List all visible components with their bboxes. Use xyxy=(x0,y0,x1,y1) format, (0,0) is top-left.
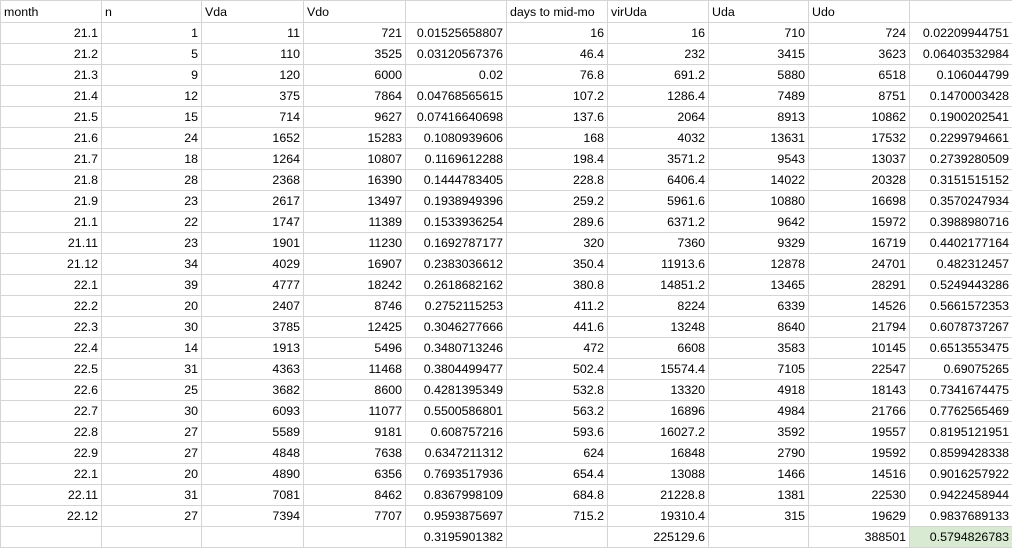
table-row xyxy=(1,44,1012,65)
cell-udo[interactable]: 16719 xyxy=(809,233,910,254)
cell-month[interactable]: 22.11 xyxy=(1,485,102,506)
cell-n[interactable]: 20 xyxy=(102,464,202,485)
selected-cell[interactable]: 0.5794826783 xyxy=(910,527,1012,548)
cell-n[interactable]: 31 xyxy=(102,359,202,380)
cell-vdo[interactable]: 16390 xyxy=(304,170,406,191)
cell-ratio-1[interactable]: 0.1169612288 xyxy=(406,149,507,170)
cell-n[interactable]: 20 xyxy=(102,296,202,317)
cell-uda[interactable]: 315 xyxy=(709,506,809,527)
cell-vda[interactable]: 110 xyxy=(202,44,304,65)
cell-month[interactable]: 21.7 xyxy=(1,149,102,170)
cell-n[interactable]: 23 xyxy=(102,191,202,212)
cell-vdo[interactable]: 13497 xyxy=(304,191,406,212)
cell-n[interactable]: 27 xyxy=(102,506,202,527)
cell-vdo[interactable]: 5496 xyxy=(304,338,406,359)
cell-udo[interactable]: 16698 xyxy=(809,191,910,212)
cell-uda[interactable]: 4984 xyxy=(709,401,809,422)
cell-udo[interactable]: 15972 xyxy=(809,212,910,233)
cell-month[interactable]: 21.11 xyxy=(1,233,102,254)
cell-udo[interactable]: 14516 xyxy=(809,464,910,485)
cell-month[interactable]: 22.12 xyxy=(1,506,102,527)
cell-vda[interactable]: 1913 xyxy=(202,338,304,359)
cell-viruda[interactable]: 16 xyxy=(608,23,709,44)
cell-n[interactable]: 22 xyxy=(102,212,202,233)
cell-vda[interactable] xyxy=(202,527,304,548)
cell-ratio-1[interactable]: 0.3195901382 xyxy=(406,527,507,548)
table-row xyxy=(1,380,1012,401)
cell-vda[interactable]: 1652 xyxy=(202,128,304,149)
cell-udo[interactable]: 14526 xyxy=(809,296,910,317)
cell-ratio-2[interactable]: 0.6078737267 xyxy=(910,317,1012,338)
table-row xyxy=(1,275,1012,296)
cell-ratio-2[interactable]: 0.6513553475 xyxy=(910,338,1012,359)
cell-uda[interactable]: 10880 xyxy=(709,191,809,212)
cell-uda[interactable]: 9642 xyxy=(709,212,809,233)
cell-month[interactable]: 21.8 xyxy=(1,170,102,191)
cell-ratio-2[interactable]: 0.1900202541 xyxy=(910,107,1012,128)
table-row xyxy=(1,86,1012,107)
cell-uda[interactable]: 2790 xyxy=(709,443,809,464)
cell-ratio-1[interactable]: 0.4281395349 xyxy=(406,380,507,401)
cell-viruda[interactable]: 13248 xyxy=(608,317,709,338)
cell-uda[interactable]: 13631 xyxy=(709,128,809,149)
cell-n[interactable]: 24 xyxy=(102,128,202,149)
cell-viruda[interactable]: 4032 xyxy=(608,128,709,149)
cell-udo[interactable]: 6518 xyxy=(809,65,910,86)
cell-month[interactable]: 21.6 xyxy=(1,128,102,149)
cell-n[interactable]: 34 xyxy=(102,254,202,275)
cell-uda[interactable]: 13465 xyxy=(709,275,809,296)
cell-udo[interactable]: 724 xyxy=(809,23,910,44)
cell-days-to-mid-mo[interactable]: 259.2 xyxy=(507,191,608,212)
cell-vdo[interactable]: 6356 xyxy=(304,464,406,485)
cell-ratio-2[interactable]: 0.1470003428 xyxy=(910,86,1012,107)
cell-vda[interactable]: 5589 xyxy=(202,422,304,443)
cell-days-to-mid-mo[interactable]: 684.8 xyxy=(507,485,608,506)
cell-uda[interactable]: 12878 xyxy=(709,254,809,275)
cell-vda[interactable]: 375 xyxy=(202,86,304,107)
cell-udo[interactable]: 22547 xyxy=(809,359,910,380)
column-header-days-to-mid-mo[interactable]: days to mid-mo xyxy=(507,1,608,23)
table-row xyxy=(1,65,1012,86)
cell-udo[interactable]: 10862 xyxy=(809,107,910,128)
cell-ratio-2[interactable]: 0.482312457 xyxy=(910,254,1012,275)
cell-uda[interactable]: 4918 xyxy=(709,380,809,401)
cell-days-to-mid-mo[interactable]: 472 xyxy=(507,338,608,359)
cell-vdo[interactable]: 18242 xyxy=(304,275,406,296)
cell-days-to-mid-mo[interactable]: 380.8 xyxy=(507,275,608,296)
cell-days-to-mid-mo[interactable]: 593.6 xyxy=(507,422,608,443)
cell-n[interactable]: 27 xyxy=(102,443,202,464)
cell-days-to-mid-mo[interactable]: 411.2 xyxy=(507,296,608,317)
cell-viruda[interactable]: 15574.4 xyxy=(608,359,709,380)
table-row xyxy=(1,506,1012,527)
cell-month[interactable]: 22.6 xyxy=(1,380,102,401)
cell-days-to-mid-mo[interactable]: 198.4 xyxy=(507,149,608,170)
cell-uda[interactable]: 9543 xyxy=(709,149,809,170)
cell-ratio-1[interactable]: 0.1444783405 xyxy=(406,170,507,191)
cell-ratio-1[interactable]: 0.02 xyxy=(406,65,507,86)
cell-viruda[interactable]: 6608 xyxy=(608,338,709,359)
column-header-ratio-1[interactable] xyxy=(406,1,507,23)
sheet-body xyxy=(1,1,1012,548)
cell-vdo[interactable]: 12425 xyxy=(304,317,406,338)
cell-viruda[interactable]: 16896 xyxy=(608,401,709,422)
cell-udo[interactable]: 21794 xyxy=(809,317,910,338)
table-row xyxy=(1,317,1012,338)
table-row xyxy=(1,359,1012,380)
cell-ratio-1[interactable]: 0.04768565615 xyxy=(406,86,507,107)
cell-days-to-mid-mo[interactable]: 107.2 xyxy=(507,86,608,107)
cell-ratio-1[interactable]: 0.2383036612 xyxy=(406,254,507,275)
cell-month[interactable]: 21.1 xyxy=(1,23,102,44)
cell-ratio-2[interactable]: 0.5661572353 xyxy=(910,296,1012,317)
cell-vda[interactable]: 4363 xyxy=(202,359,304,380)
cell-n[interactable]: 25 xyxy=(102,380,202,401)
cell-month[interactable]: 21.9 xyxy=(1,191,102,212)
column-header-viruda[interactable]: virUda xyxy=(608,1,709,23)
cell-ratio-2[interactable]: 0.5249443286 xyxy=(910,275,1012,296)
cell-ratio-2[interactable]: 0.8599428338 xyxy=(910,443,1012,464)
cell-ratio-2[interactable]: 0.3151515152 xyxy=(910,170,1012,191)
cell-n[interactable]: 15 xyxy=(102,107,202,128)
cell-viruda[interactable]: 6406.4 xyxy=(608,170,709,191)
cell-vdo[interactable]: 10807 xyxy=(304,149,406,170)
cell-ratio-2[interactable]: 0.8195121951 xyxy=(910,422,1012,443)
cell-month[interactable]: 22.1 xyxy=(1,464,102,485)
cell-vdo[interactable]: 7864 xyxy=(304,86,406,107)
cell-ratio-1[interactable]: 0.01525658807 xyxy=(406,23,507,44)
cell-udo[interactable]: 3623 xyxy=(809,44,910,65)
column-header-udo[interactable]: Udo xyxy=(809,1,910,23)
cell-days-to-mid-mo[interactable]: 715.2 xyxy=(507,506,608,527)
cell-ratio-1[interactable]: 0.03120567376 xyxy=(406,44,507,65)
column-header-vdo[interactable]: Vdo xyxy=(304,1,406,23)
cell-month[interactable]: 22.2 xyxy=(1,296,102,317)
cell-uda[interactable]: 3583 xyxy=(709,338,809,359)
cell-month[interactable]: 22.3 xyxy=(1,317,102,338)
cell-days-to-mid-mo[interactable]: 320 xyxy=(507,233,608,254)
cell-vdo[interactable]: 7638 xyxy=(304,443,406,464)
cell-vdo[interactable]: 9627 xyxy=(304,107,406,128)
column-header-n[interactable]: n xyxy=(102,1,202,23)
cell-uda[interactable]: 14022 xyxy=(709,170,809,191)
cell-udo[interactable]: 21766 xyxy=(809,401,910,422)
cell-days-to-mid-mo[interactable]: 563.2 xyxy=(507,401,608,422)
cell-vda[interactable]: 4848 xyxy=(202,443,304,464)
cell-vda[interactable]: 7081 xyxy=(202,485,304,506)
cell-udo[interactable]: 19592 xyxy=(809,443,910,464)
cell-vda[interactable]: 6093 xyxy=(202,401,304,422)
cell-vdo[interactable]: 8746 xyxy=(304,296,406,317)
table-row xyxy=(1,464,1012,485)
cell-uda[interactable]: 7489 xyxy=(709,86,809,107)
cell-uda[interactable] xyxy=(709,527,809,548)
cell-ratio-2[interactable]: 0.106044799 xyxy=(910,65,1012,86)
cell-n[interactable]: 30 xyxy=(102,317,202,338)
cell-uda[interactable]: 710 xyxy=(709,23,809,44)
cell-vdo[interactable]: 721 xyxy=(304,23,406,44)
cell-viruda[interactable]: 691.2 xyxy=(608,65,709,86)
cell-ratio-1[interactable]: 0.3804499477 xyxy=(406,359,507,380)
cell-vdo[interactable]: 8600 xyxy=(304,380,406,401)
cell-vdo[interactable]: 9181 xyxy=(304,422,406,443)
table-row xyxy=(1,233,1012,254)
cell-ratio-2[interactable]: 0.3570247934 xyxy=(910,191,1012,212)
cell-ratio-1[interactable]: 0.608757216 xyxy=(406,422,507,443)
cell-month[interactable]: 22.8 xyxy=(1,422,102,443)
cell-n[interactable]: 27 xyxy=(102,422,202,443)
cell-viruda[interactable]: 225129.6 xyxy=(608,527,709,548)
cell-uda[interactable]: 3592 xyxy=(709,422,809,443)
cell-udo[interactable]: 17532 xyxy=(809,128,910,149)
cell-vda[interactable]: 3682 xyxy=(202,380,304,401)
cell-vdo[interactable]: 3525 xyxy=(304,44,406,65)
cell-udo[interactable]: 13037 xyxy=(809,149,910,170)
table-row xyxy=(1,485,1012,506)
cell-days-to-mid-mo[interactable]: 168 xyxy=(507,128,608,149)
column-header-vda[interactable]: Vda xyxy=(202,1,304,23)
table-row xyxy=(1,338,1012,359)
cell-ratio-1[interactable]: 0.1938949396 xyxy=(406,191,507,212)
cell-udo[interactable]: 19629 xyxy=(809,506,910,527)
cell-udo[interactable]: 22530 xyxy=(809,485,910,506)
table-row xyxy=(1,23,1012,44)
cell-month[interactable] xyxy=(1,527,102,548)
cell-udo[interactable]: 28291 xyxy=(809,275,910,296)
table-row xyxy=(1,170,1012,191)
cell-days-to-mid-mo[interactable]: 228.8 xyxy=(507,170,608,191)
cell-month[interactable]: 22.9 xyxy=(1,443,102,464)
column-header-ratio-2[interactable] xyxy=(910,1,1012,23)
cell-ratio-1[interactable]: 0.9593875697 xyxy=(406,506,507,527)
cell-days-to-mid-mo[interactable]: 137.6 xyxy=(507,107,608,128)
cell-vdo[interactable]: 16907 xyxy=(304,254,406,275)
cell-ratio-1[interactable]: 0.3480713246 xyxy=(406,338,507,359)
table-row xyxy=(1,296,1012,317)
cell-viruda[interactable]: 6371.2 xyxy=(608,212,709,233)
cell-days-to-mid-mo[interactable]: 76.8 xyxy=(507,65,608,86)
cell-viruda[interactable]: 16848 xyxy=(608,443,709,464)
cell-days-to-mid-mo[interactable]: 532.8 xyxy=(507,380,608,401)
cell-n[interactable]: 1 xyxy=(102,23,202,44)
cell-viruda[interactable]: 19310.4 xyxy=(608,506,709,527)
cell-vda[interactable]: 2407 xyxy=(202,296,304,317)
cell-udo[interactable]: 19557 xyxy=(809,422,910,443)
cell-ratio-1[interactable]: 0.1080939606 xyxy=(406,128,507,149)
cell-ratio-1[interactable]: 0.5500586801 xyxy=(406,401,507,422)
table-row xyxy=(1,191,1012,212)
cell-ratio-2[interactable]: 0.69075265 xyxy=(910,359,1012,380)
cell-uda[interactable]: 9329 xyxy=(709,233,809,254)
cell-ratio-1[interactable]: 0.2618682162 xyxy=(406,275,507,296)
cell-udo[interactable]: 10145 xyxy=(809,338,910,359)
cell-month[interactable]: 21.4 xyxy=(1,86,102,107)
cell-ratio-2[interactable]: 0.7762565469 xyxy=(910,401,1012,422)
cell-days-to-mid-mo[interactable]: 16 xyxy=(507,23,608,44)
cell-vdo[interactable]: 15283 xyxy=(304,128,406,149)
cell-days-to-mid-mo[interactable]: 289.6 xyxy=(507,212,608,233)
cell-vda[interactable]: 2368 xyxy=(202,170,304,191)
cell-udo[interactable]: 18143 xyxy=(809,380,910,401)
cell-vda[interactable]: 4029 xyxy=(202,254,304,275)
cell-month[interactable]: 22.1 xyxy=(1,275,102,296)
table-row xyxy=(1,254,1012,275)
cell-vdo[interactable]: 7707 xyxy=(304,506,406,527)
cell-ratio-1[interactable]: 0.2752115253 xyxy=(406,296,507,317)
cell-ratio-2[interactable]: 0.9837689133 xyxy=(910,506,1012,527)
cell-viruda[interactable]: 13320 xyxy=(608,380,709,401)
cell-vda[interactable]: 1747 xyxy=(202,212,304,233)
cell-month[interactable]: 21.2 xyxy=(1,44,102,65)
cell-viruda[interactable]: 11913.6 xyxy=(608,254,709,275)
cell-ratio-2[interactable]: 0.2739280509 xyxy=(910,149,1012,170)
cell-n[interactable]: 5 xyxy=(102,44,202,65)
header-row xyxy=(1,1,1012,23)
cell-days-to-mid-mo[interactable]: 502.4 xyxy=(507,359,608,380)
table-row xyxy=(1,401,1012,422)
totals-row xyxy=(1,527,1012,548)
cell-vda[interactable]: 4890 xyxy=(202,464,304,485)
cell-uda[interactable]: 6339 xyxy=(709,296,809,317)
table-row xyxy=(1,443,1012,464)
cell-vda[interactable]: 4777 xyxy=(202,275,304,296)
cell-vda[interactable]: 120 xyxy=(202,65,304,86)
cell-ratio-2[interactable]: 0.2299794661 xyxy=(910,128,1012,149)
cell-vdo[interactable]: 11389 xyxy=(304,212,406,233)
cell-month[interactable]: 21.12 xyxy=(1,254,102,275)
cell-uda[interactable]: 3415 xyxy=(709,44,809,65)
table-row xyxy=(1,107,1012,128)
cell-ratio-1[interactable]: 0.1692787177 xyxy=(406,233,507,254)
column-header-month[interactable]: month xyxy=(1,1,102,23)
cell-viruda[interactable]: 21228.8 xyxy=(608,485,709,506)
cell-viruda[interactable]: 13088 xyxy=(608,464,709,485)
cell-month[interactable]: 22.7 xyxy=(1,401,102,422)
cell-ratio-1[interactable]: 0.1533936254 xyxy=(406,212,507,233)
cell-n[interactable]: 14 xyxy=(102,338,202,359)
cell-vda[interactable]: 1264 xyxy=(202,149,304,170)
cell-uda[interactable]: 1466 xyxy=(709,464,809,485)
cell-vda[interactable]: 2617 xyxy=(202,191,304,212)
cell-n[interactable] xyxy=(102,527,202,548)
cell-vdo[interactable] xyxy=(304,527,406,548)
cell-month[interactable]: 22.4 xyxy=(1,338,102,359)
cell-days-to-mid-mo[interactable]: 654.4 xyxy=(507,464,608,485)
cell-viruda[interactable]: 1286.4 xyxy=(608,86,709,107)
cell-vdo[interactable]: 6000 xyxy=(304,65,406,86)
cell-ratio-1[interactable]: 0.6347211312 xyxy=(406,443,507,464)
cell-ratio-2[interactable]: 0.06403532984 xyxy=(910,44,1012,65)
cell-vda[interactable]: 11 xyxy=(202,23,304,44)
cell-udo[interactable]: 24701 xyxy=(809,254,910,275)
cell-month[interactable]: 22.5 xyxy=(1,359,102,380)
cell-udo[interactable]: 388501 xyxy=(809,527,910,548)
cell-days-to-mid-mo[interactable] xyxy=(507,527,608,548)
table-row xyxy=(1,149,1012,170)
cell-viruda[interactable]: 3571.2 xyxy=(608,149,709,170)
cell-n[interactable]: 12 xyxy=(102,86,202,107)
table-row xyxy=(1,212,1012,233)
cell-days-to-mid-mo[interactable]: 441.6 xyxy=(507,317,608,338)
cell-month[interactable]: 21.5 xyxy=(1,107,102,128)
cell-uda[interactable]: 1381 xyxy=(709,485,809,506)
cell-vdo[interactable]: 11230 xyxy=(304,233,406,254)
cell-ratio-1[interactable]: 0.3046277666 xyxy=(406,317,507,338)
cell-ratio-2[interactable]: 0.9016257922 xyxy=(910,464,1012,485)
cell-n[interactable]: 9 xyxy=(102,65,202,86)
cell-vda[interactable]: 1901 xyxy=(202,233,304,254)
cell-uda[interactable]: 8640 xyxy=(709,317,809,338)
cell-days-to-mid-mo[interactable]: 350.4 xyxy=(507,254,608,275)
cell-viruda[interactable]: 14851.2 xyxy=(608,275,709,296)
cell-ratio-1[interactable]: 0.8367998109 xyxy=(406,485,507,506)
cell-vda[interactable]: 3785 xyxy=(202,317,304,338)
cell-vdo[interactable]: 11468 xyxy=(304,359,406,380)
cell-ratio-2[interactable]: 0.4402177164 xyxy=(910,233,1012,254)
cell-n[interactable]: 39 xyxy=(102,275,202,296)
cell-vdo[interactable]: 8462 xyxy=(304,485,406,506)
cell-ratio-2[interactable]: 0.7341674475 xyxy=(910,380,1012,401)
cell-viruda[interactable]: 5961.6 xyxy=(608,191,709,212)
cell-ratio-1[interactable]: 0.7693517936 xyxy=(406,464,507,485)
cell-viruda[interactable]: 7360 xyxy=(608,233,709,254)
cell-days-to-mid-mo[interactable]: 624 xyxy=(507,443,608,464)
cell-n[interactable]: 23 xyxy=(102,233,202,254)
cell-days-to-mid-mo[interactable]: 46.4 xyxy=(507,44,608,65)
cell-viruda[interactable]: 8224 xyxy=(608,296,709,317)
cell-n[interactable]: 30 xyxy=(102,401,202,422)
cell-n[interactable]: 28 xyxy=(102,170,202,191)
cell-ratio-2[interactable]: 0.9422458944 xyxy=(910,485,1012,506)
cell-ratio-2[interactable]: 0.02209944751 xyxy=(910,23,1012,44)
cell-viruda[interactable]: 2064 xyxy=(608,107,709,128)
cell-viruda[interactable]: 16027.2 xyxy=(608,422,709,443)
cell-ratio-2[interactable]: 0.3988980716 xyxy=(910,212,1012,233)
cell-viruda[interactable]: 232 xyxy=(608,44,709,65)
cell-uda[interactable]: 7105 xyxy=(709,359,809,380)
table-row xyxy=(1,422,1012,443)
cell-vdo[interactable]: 11077 xyxy=(304,401,406,422)
cell-month[interactable]: 21.1 xyxy=(1,212,102,233)
cell-uda[interactable]: 5880 xyxy=(709,65,809,86)
cell-udo[interactable]: 20328 xyxy=(809,170,910,191)
cell-ratio-1[interactable]: 0.07416640698 xyxy=(406,107,507,128)
cell-n[interactable]: 31 xyxy=(102,485,202,506)
cell-uda[interactable]: 8913 xyxy=(709,107,809,128)
cell-vda[interactable]: 714 xyxy=(202,107,304,128)
cell-vda[interactable]: 7394 xyxy=(202,506,304,527)
table-row xyxy=(1,128,1012,149)
column-header-uda[interactable]: Uda xyxy=(709,1,809,23)
cell-month[interactable]: 21.3 xyxy=(1,65,102,86)
cell-n[interactable]: 18 xyxy=(102,149,202,170)
cell-udo[interactable]: 8751 xyxy=(809,86,910,107)
